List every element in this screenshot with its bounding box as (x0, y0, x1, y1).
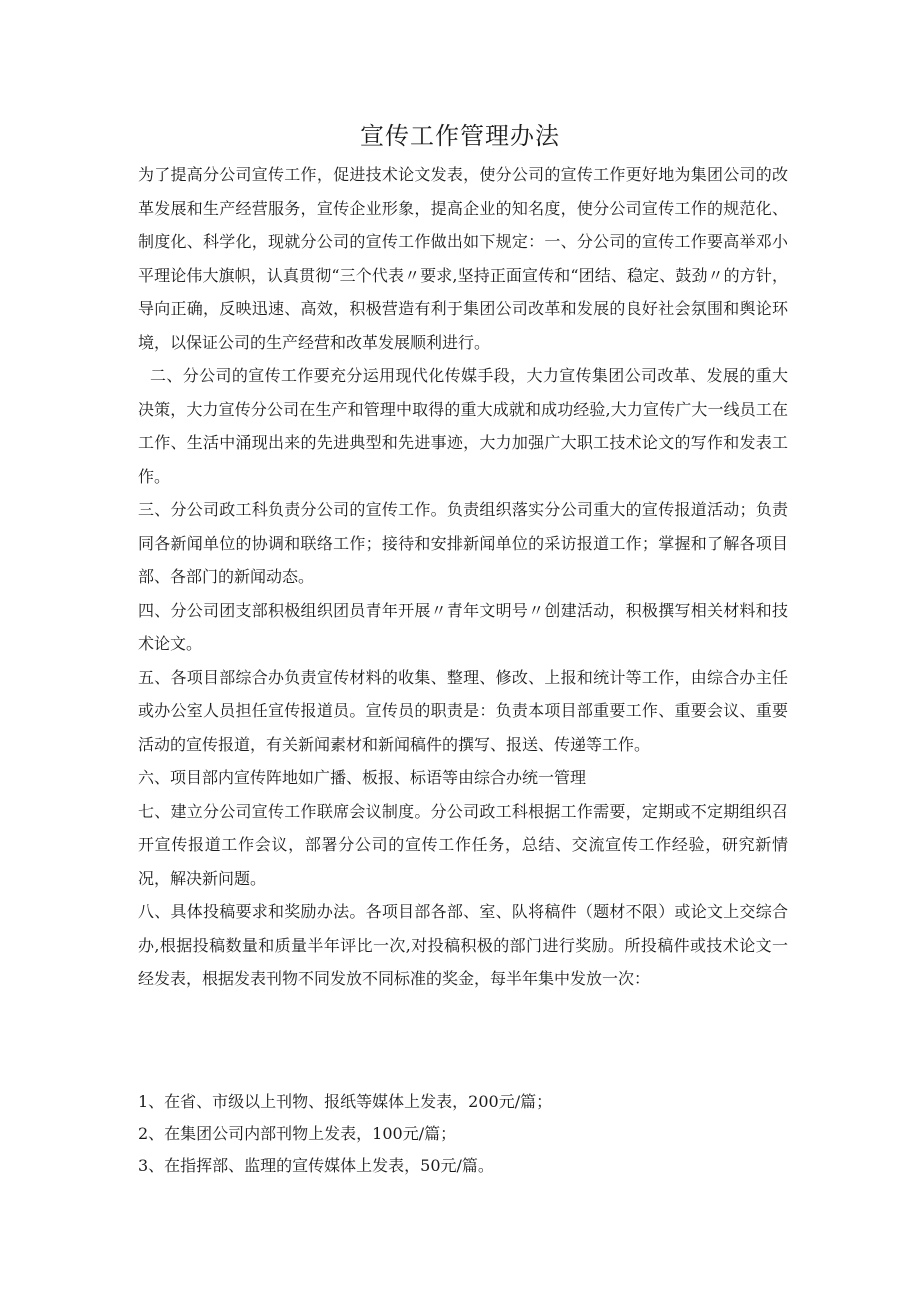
paragraph-intro: 为了提高分公司宣传工作，促进技术论文发表，使分公司的宣传工作更好地为集团公司的改革发展和生产经营服务，宣传企业形象，提高企业的知名度，使分公司宣传工作的规范化、制度化、科学化，现就分公司的宣传工作做出如下规定：一、分公司的宣传工作要高举邓小平理论伟大旗帜，认真贯彻“三个代表〃要求,坚持正面宣传和“团结、稳定、鼓劲〃的方针，导向正确，反映迅速、高效，积极营造有利于集团公司改革和发展的良好社会氛围和舆论环境，以保证公司的生产经营和改革发展顺利进行。 (138, 165, 788, 352)
paragraph-4: 四、分公司团支部积极组织团员青年开展〃青年文明号〃创建活动，积极撰写相关材料和技术论文。 (138, 600, 788, 653)
paragraph-3: 三、分公司政工科负责分公司的宣传工作。负责组织落实分公司重大的宣传报道活动；负责同各新闻单位的协调和联络工作；接待和安排新闻单位的采访报道工作；掌握和了解各项目部、各部门的新闻动态。 (138, 500, 788, 586)
document-title: 宣传工作管理办法 (360, 122, 560, 150)
paragraph-2: 二、分公司的宣传工作要充分运用现代化传媒手段，大力宣传集团公司改革、发展的重大决策，大力宣传分公司在生产和管理中取得的重大成就和成功经验,大力宣传广大一线员工在工作、生活中涌现出来的先进典型和先进事迹，大力加强广大职工技术论文的写作和发表工作。 (138, 366, 788, 486)
paragraph-7: 七、建立分公司宣传工作联席会议制度。分公司政工科根据工作需要，定期或不定期组织召开宣传报道工作会议，部署分公司的宣传工作任务，总结、交流宣传工作经验，研究新情况，解决新问题。 (138, 801, 788, 888)
paragraph-6: 六、项目部内宣传阵地如广播、板报、标语等由综合办统一管理 (138, 768, 587, 787)
document-body (138, 158, 788, 996)
reward-list (138, 1086, 788, 1182)
paragraph-8: 八、具体投稿要求和奖励办法。各项目部各部、室、队将稿件（题材不限）或论文上交综合办,根据投稿数量和质量半年评比一次,对投稿积极的部门进行奖励。所投稿件或技术论文一经发表，根据发表刊物不同发放不同标准的奖金，每半年集中发放一次： (138, 902, 788, 988)
reward-item-1: 1、在省、市级以上刊物、报纸等媒体上发表，200元/篇； (138, 1092, 553, 1111)
paragraph-5: 五、各项目部综合办负责宣传材料的收集、整理、修改、上报和统计等工作，由综合办主任或办公室人员担任宣传报道员。宣传员的职责是：负责本项目部重要工作、重要会议、重要活动的宣传报道，有关新闻素材和新闻稿件的撰写、报送、传递等工作。 (138, 667, 788, 754)
reward-item-3: 3、在指挥部、监理的宣传媒体上发表，50元/篇。 (138, 1156, 494, 1175)
reward-item-2: 2、在集团公司内部刊物上发表，100元/篇； (138, 1124, 457, 1143)
